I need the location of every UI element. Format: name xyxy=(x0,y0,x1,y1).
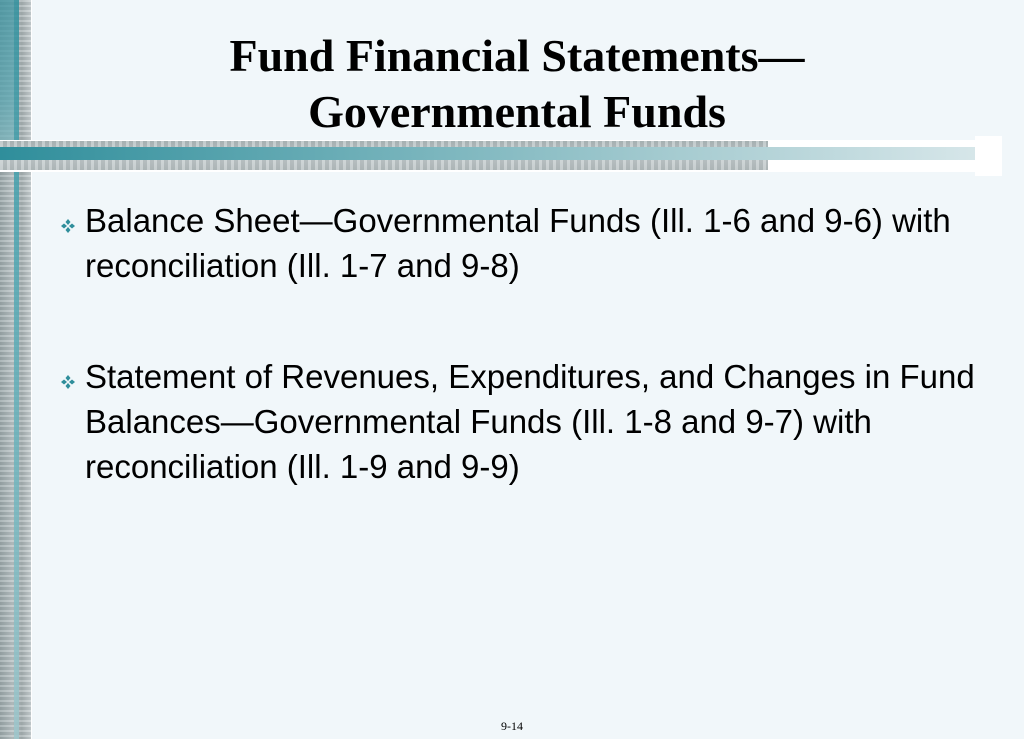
bullet-item xyxy=(58,354,978,489)
slide-title xyxy=(32,28,1002,140)
bullet-list xyxy=(58,198,978,555)
slide-title-line-2: Governmental Funds xyxy=(308,86,726,137)
diamond-bullet-icon xyxy=(58,372,78,392)
title-band-end-cap xyxy=(975,136,1002,176)
slide-title-line-1: Fund Financial Statements— xyxy=(229,30,805,81)
title-band-teal-stripe xyxy=(0,147,975,160)
bullet-text: Statement of Revenues, Expenditures, and Changes in Fund Balances—Governmental Funds (Ill. 1-8 and 9-7) with reconciliation (Ill. 1-9 and 9-9) xyxy=(85,358,975,485)
diamond-bullet-icon xyxy=(58,216,78,236)
left-teal-accent xyxy=(14,0,19,739)
bullet-text: Balance Sheet—Governmental Funds (Ill. 1-6 and 9-6) with reconciliation (Ill. 1-7 and 9-8) xyxy=(85,202,951,284)
bullet-item xyxy=(58,198,978,288)
page-number: 9-14 xyxy=(501,719,523,733)
